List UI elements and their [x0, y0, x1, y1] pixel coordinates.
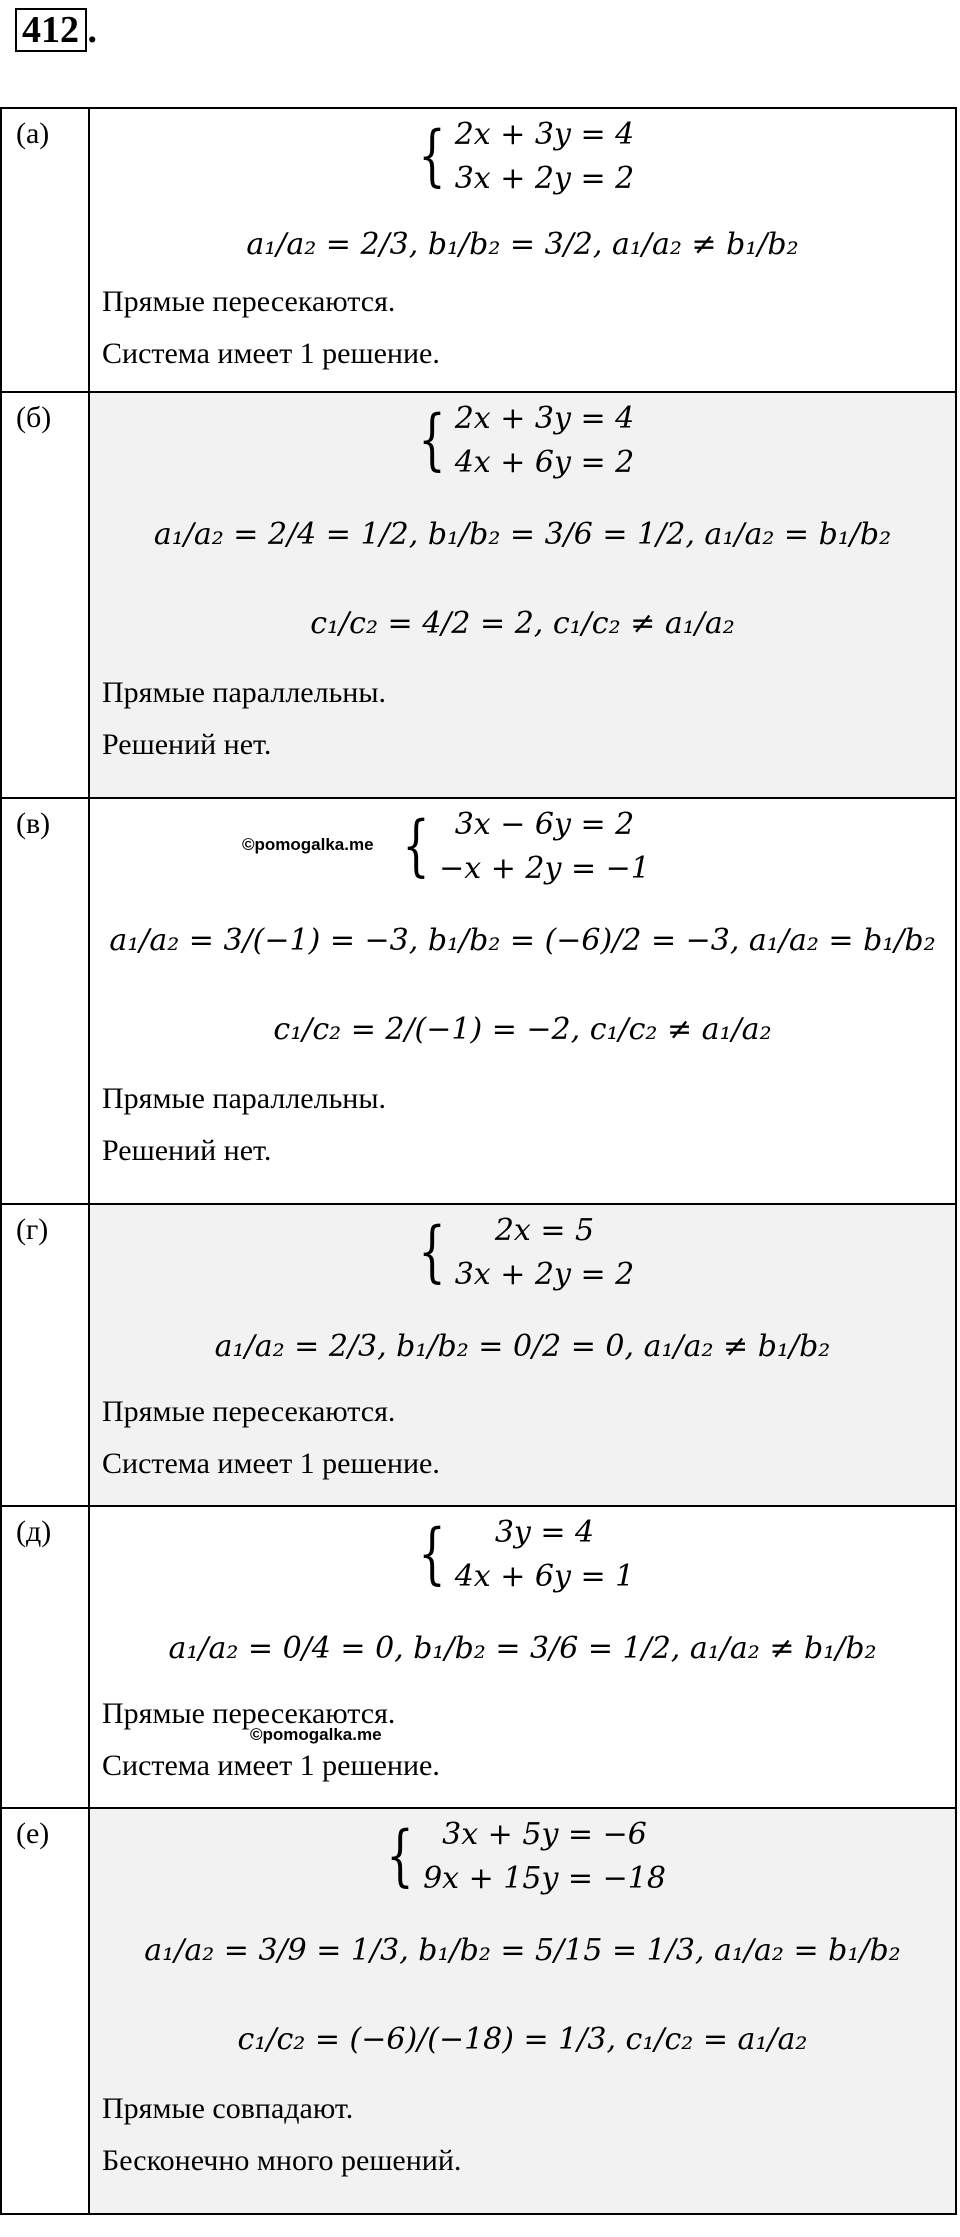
conclusion-line: Бесконечно много решений. — [102, 2144, 462, 2177]
task-number: 412 — [22, 9, 79, 51]
conclusion-line: Решений нет. — [102, 728, 272, 761]
ratio-line: a₁/a₂ = 0/4 = 0, b₁/b₂ = 3/6 = 1/2, a₁/a₂ ≠ b₁/b₂ — [168, 1631, 877, 1666]
equation-system — [90, 1511, 955, 1599]
part-c-row — [1, 798, 956, 1204]
ratio-line: a₁/a₂ = 2/3, b₁/b₂ = 3/2, a₁/a₂ ≠ b₁/b₂ — [246, 227, 799, 262]
conclusion-line: Система имеет 1 решение. — [102, 1447, 440, 1480]
part-label: (г) — [1, 1204, 89, 1506]
watermark-text: ©pomogalka.me — [242, 835, 374, 854]
part-e-row — [1, 1506, 956, 1808]
part-label: (д) — [1, 1506, 89, 1808]
equation: 3y = 4 — [494, 1515, 595, 1550]
conclusion-line: Система имеет 1 решение. — [102, 1749, 440, 1782]
part-label: (е) — [1, 1808, 89, 2214]
equation-system — [90, 397, 955, 485]
conclusion-line: Система имеет 1 решение. — [102, 337, 440, 370]
equation: 2x + 3y = 4 — [454, 401, 635, 436]
solutions-table — [0, 107, 957, 2215]
equation: 3x + 2y = 2 — [454, 1257, 635, 1292]
equation: 4x + 6y = 2 — [454, 445, 635, 480]
task-number-dot: . — [87, 9, 97, 51]
part-label: (в) — [1, 798, 89, 1204]
conclusion-line: Решений нет. — [102, 1134, 272, 1167]
equation: 4x + 6y = 1 — [454, 1559, 635, 1594]
brace-icon: { — [386, 1817, 414, 1894]
brace-icon: { — [418, 1213, 446, 1290]
ratio-line: c₁/c₂ = 4/2 = 2, c₁/c₂ ≠ a₁/a₂ — [310, 606, 735, 641]
part-f-row — [1, 1808, 956, 2214]
brace-icon: { — [418, 401, 446, 478]
part-body — [89, 1506, 956, 1808]
conclusion-line: Прямые совпадают. — [102, 2092, 354, 2125]
task-number-box — [15, 8, 97, 52]
ratio-line: a₁/a₂ = 2/4 = 1/2, b₁/b₂ = 3/6 = 1/2, a₁/a₂ = b₁/b₂ — [153, 517, 892, 552]
equation: −x + 2y = −1 — [439, 851, 650, 886]
ratio-line: a₁/a₂ = 3/9 = 1/3, b₁/b₂ = 5/15 = 1/3, a₁/a₂ = b₁/b₂ — [144, 1933, 901, 1968]
conclusion-line: Прямые параллельны. — [102, 1082, 386, 1115]
equation: 3x − 6y = 2 — [454, 807, 635, 842]
part-body — [89, 108, 956, 392]
part-body — [89, 1808, 956, 2214]
ratio-line: a₁/a₂ = 2/3, b₁/b₂ = 0/2 = 0, a₁/a₂ ≠ b₁/b₂ — [214, 1329, 831, 1364]
watermark-text: ©pomogalka.me — [250, 1725, 382, 1744]
equation: 2x = 5 — [494, 1213, 595, 1248]
equation: 2x + 3y = 4 — [454, 117, 635, 152]
part-a-row — [1, 108, 956, 392]
equation-system — [90, 803, 955, 891]
conclusion-line: Прямые пересекаются. — [102, 285, 396, 318]
conclusion-line: Прямые пересекаются. — [102, 1395, 396, 1428]
equation-system — [90, 1209, 955, 1297]
conclusion-line: Прямые пересекаются. — [102, 1697, 396, 1730]
part-label: (б) — [1, 392, 89, 798]
ratio-line: a₁/a₂ = 3/(−1) = −3, b₁/b₂ = (−6)/2 = −3, a₁/a₂ = b₁/b₂ — [109, 923, 936, 958]
brace-icon: { — [418, 1515, 446, 1592]
equation: 3x + 5y = −6 — [442, 1817, 647, 1852]
part-body — [89, 1204, 956, 1506]
brace-icon: { — [402, 807, 430, 884]
ratio-line: c₁/c₂ = (−6)/(−18) = 1/3, c₁/c₂ = a₁/a₂ — [237, 2022, 808, 2057]
part-body — [89, 798, 956, 1204]
part-body — [89, 392, 956, 798]
brace-icon: { — [418, 117, 446, 194]
equation: 3x + 2y = 2 — [454, 161, 635, 196]
part-label: (а) — [1, 108, 89, 392]
equation-system — [90, 113, 955, 201]
part-d-row — [1, 1204, 956, 1506]
ratio-line: c₁/c₂ = 2/(−1) = −2, c₁/c₂ ≠ a₁/a₂ — [273, 1012, 772, 1047]
equation: 9x + 15y = −18 — [423, 1861, 666, 1896]
conclusion-line: Прямые параллельны. — [102, 676, 386, 709]
part-b-row — [1, 392, 956, 798]
equation-system — [90, 1813, 955, 1901]
